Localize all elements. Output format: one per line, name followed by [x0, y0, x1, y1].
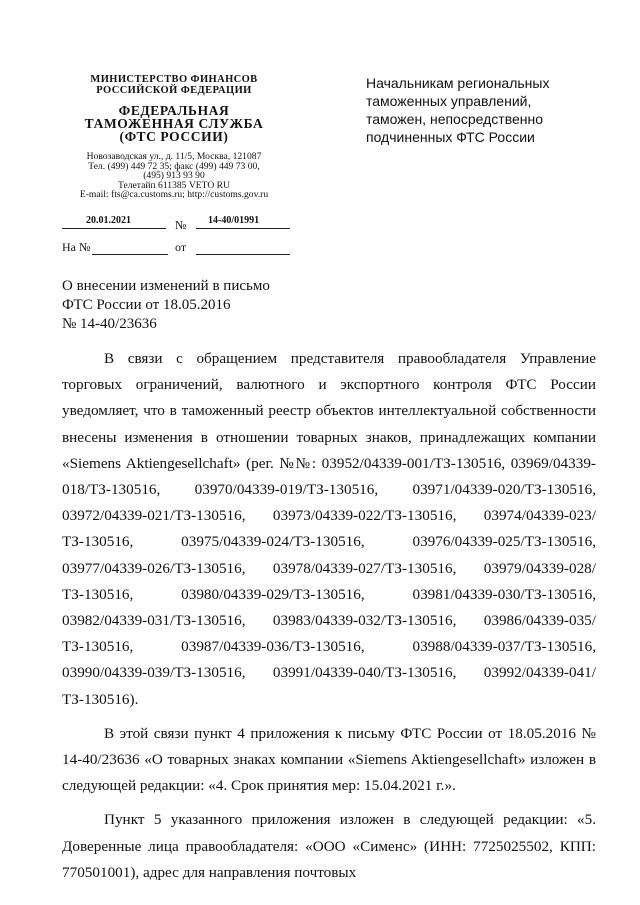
ref-label: На № — [62, 240, 91, 254]
service-name — [58, 104, 290, 143]
ref-number-field — [92, 242, 168, 255]
subject-line-2: ФТС России от 18.05.2016 — [62, 297, 231, 313]
service-line-1: ФЕДЕРАЛЬНАЯ — [118, 103, 230, 118]
body-paragraph-2: В этой связи пункт 4 приложения к письму ФТС России от 18.05.2016 № 14-40/23636 «О товарных знаках компании «Siemens Aktiengesellchaft» изложен в следующей редакции: «4. Срок принятия мер: 15.04.2021 г.». — [62, 724, 596, 795]
address-line-1: Новозаводская ул., д. 11/5, Москва, 121087 — [86, 151, 262, 162]
addressee — [366, 74, 586, 146]
number-field — [196, 216, 290, 229]
letter-subject — [62, 277, 322, 334]
ministry-line-1: МИНИСТЕРСТВО ФИНАНСОВ — [90, 74, 258, 85]
from-label: от — [175, 240, 187, 254]
ministry-line-2: РОССИЙСКОЙ ФЕДЕРАЦИИ — [96, 85, 252, 96]
body-paragraph-3: Пункт 5 указанного приложения изложен в следующей редакции: «5. Доверенные лица правообладателя: «ООО «Сименс» (ИНН: 7725025502, КПП: 770501001), адрес для направления почтовых — [62, 811, 596, 881]
addressee-line-2: таможенных управлений, — [366, 93, 532, 109]
ref-date-field — [196, 242, 290, 255]
letter-number: 14-40/01991 — [208, 215, 260, 226]
letterhead — [58, 74, 290, 200]
ministry-name — [58, 74, 290, 96]
service-line-2: ТАМОЖЕННАЯ СЛУЖБА — [84, 116, 264, 131]
letter-date: 20.01.2021 — [86, 215, 131, 226]
addressee-line-3: таможен, непосредственно — [366, 111, 544, 127]
service-address — [58, 152, 290, 200]
service-line-3: (ФТС РОССИИ) — [119, 129, 229, 144]
subject-line-3: № 14-40/23636 — [62, 316, 157, 332]
addressee-line-1: Начальникам региональных — [366, 75, 550, 91]
address-line-2: Тел. (499) 449 72 35; факс (499) 449 73 00, — [88, 160, 260, 172]
letter-body — [62, 346, 596, 886]
addressee-line-4: подчиненных ФТС России — [366, 129, 535, 145]
address-line-3: (495) 913 93 90 — [143, 170, 205, 182]
date-field — [62, 216, 166, 229]
number-sign: № — [175, 218, 187, 232]
subject-line-1: О внесении изменений в письмо — [62, 278, 270, 294]
body-paragraph-1: В связи с обращением представителя правообладателя Управление торговых ограничений, валютного и экспортного контроля ФТС России уведомляет, что в таможенный реестр объектов интеллектуальной собственности внесены изменения в отношении товарных знаков, принадлежащих компании «Siemens Aktiengesellchaft» (рег. №№: 03952/04339-001/ТЗ-130516, 03969/04339-018/ТЗ-130516, 03970/04339-019/ТЗ-130516, 03971/04339-020/ТЗ-130516, 03972/04339-021/ТЗ-130516, 03973/04339-022/ТЗ-130516, 03974/04339-023/ТЗ-130516, 03975/04339-024/ТЗ-130516, 03976/04339-025/ТЗ-130516, 03977/04339-026/ТЗ-130516, 03978/04339-027/ТЗ-130516, 03979/04339-028/ТЗ-130516, 03980/04339-029/ТЗ-130516, 03981/04339-030/ТЗ-130516, 03982/04339-031/ТЗ-130516, 03983/04339-032/ТЗ-130516, 03986/04339-035/ТЗ-130516, 03987/04339-036/ТЗ-130516, 03988/04339-037/ТЗ-130516, 03990/04339-039/ТЗ-130516, 03991/04339-040/ТЗ-130516, 03992/04339-041/ТЗ-130516). — [62, 350, 596, 708]
address-line-4: Телетайп 611385 VETO RU — [118, 179, 230, 191]
address-line-5: E-mail: fts@ca.customs.ru; http://customs.gov.ru — [79, 189, 269, 201]
